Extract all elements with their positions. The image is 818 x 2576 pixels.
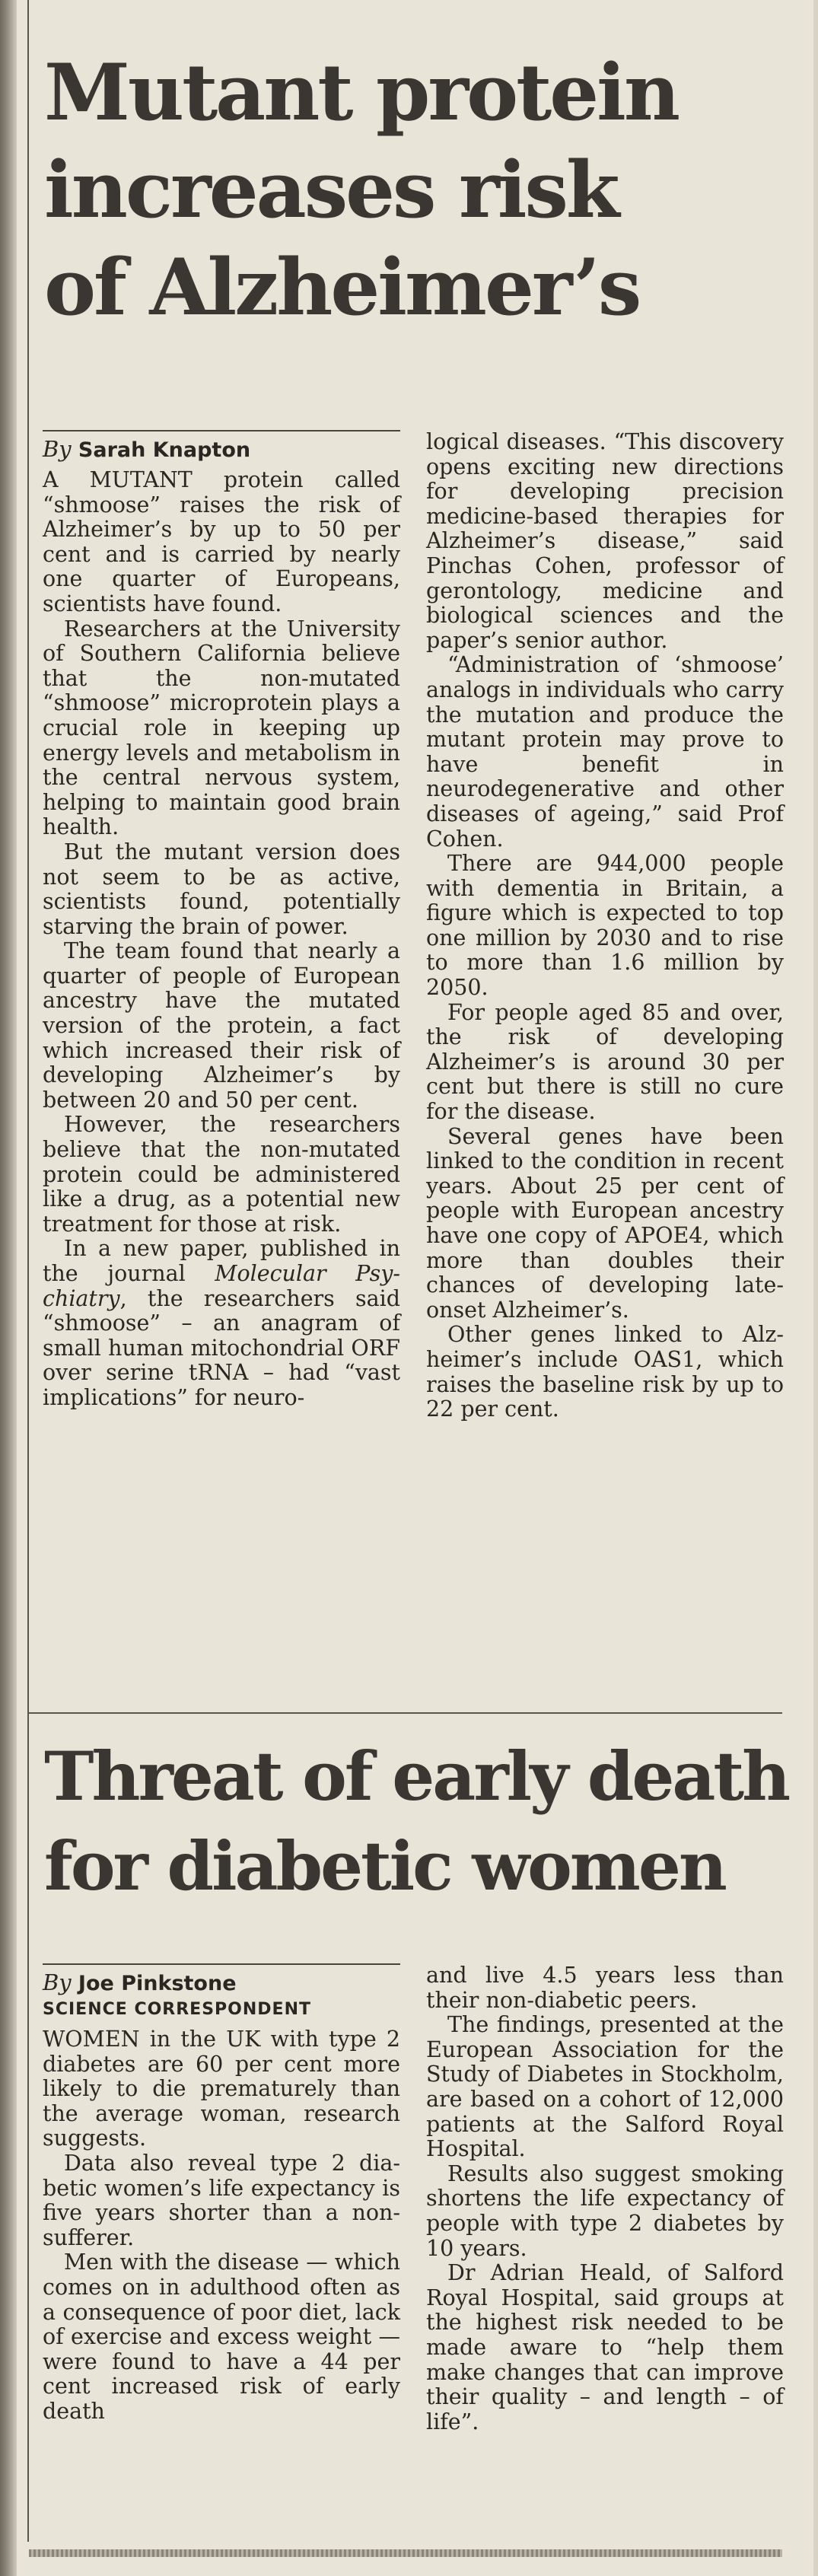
column-rule bbox=[27, 0, 29, 2542]
paragraph: A MUTANT protein called “shmoose” raises the risk of Alzheimer’s by up to 50 per cent and is carried by nearly one quarter of Europeans, scientists have found. bbox=[43, 467, 400, 616]
article-divider bbox=[29, 1712, 782, 1714]
paragraph: and live 4.5 years less than their non-diabetic peers. bbox=[426, 1963, 784, 2013]
byline-prefix: By bbox=[43, 1969, 72, 1995]
paragraph bbox=[43, 1237, 400, 1410]
text-run: , the researchers said “shmoose” – an anagram of small human mitochondrial ORF over serine tRNA – had “vast implications” for neuro- bbox=[43, 1285, 400, 1410]
article-2-byline bbox=[43, 1963, 400, 2023]
byline-prefix: By bbox=[43, 436, 72, 462]
article-1-byline bbox=[43, 430, 400, 463]
article-1-column-1 bbox=[43, 430, 400, 1411]
paragraph: logical diseases. “This discovery opens exciting new directions for developing precision medicine-based therapies for Alzheimer’s disease,” said Pinchas Cohen, professor of gerontology, medicine and biological sciences and the paper’s senior author. bbox=[426, 429, 784, 653]
author-name: Sarah Knapton bbox=[78, 438, 251, 462]
article-1-headline: Mutant protein increases risk of Alzheimer’s bbox=[44, 47, 679, 333]
paragraph: The findings, presented at the European Association for the Study of Diabetes in Stockholm, are based on a cohort of 12,000 patients at the Salford Royal Hospital. bbox=[426, 2012, 784, 2162]
paragraph: Results also suggest smoking shortens the life expectancy of people with type 2 diabetes by 10 years. bbox=[426, 2160, 784, 2261]
article-2-headline: Threat of early death for diabetic women bbox=[44, 1737, 789, 1906]
paragraph: Researchers at the University of Southern California believe that the non-mutated “shmoose” microprotein plays a crucial role in keeping up energy levels and metabolism in the central nervous system, helping to maintain good brain health. bbox=[43, 616, 400, 840]
paragraph: However, the researchers believe that the non-mutated protein could be administered like a drug, as a potential new treatment for those at risk. bbox=[43, 1112, 400, 1237]
author-role: SCIENCE CORRESPONDENT bbox=[43, 2000, 311, 2019]
bottom-border bbox=[29, 2549, 782, 2557]
paragraph: Dr Adrian Heald, of Salford Royal Hospital, said groups at the highest risk needed to be made aware to “help them make changes that can improve their quality – and length – of life”. bbox=[426, 2260, 784, 2434]
paragraph: But the mutant version does not seem to be as active, scientists found, potentially starving the brain of power. bbox=[43, 839, 400, 939]
author-name: Joe Pinkstone bbox=[78, 1972, 237, 1995]
text-run: In a new paper, published in the journal bbox=[43, 1236, 400, 1286]
article-2-column-2 bbox=[426, 1963, 784, 2434]
paragraph: WOMEN in the UK with type 2 diabetes are 60 per cent more likely to die prematurely than the average woman, research suggests. bbox=[43, 2027, 400, 2151]
page-edge-shadow bbox=[0, 0, 17, 2576]
paragraph: Men with the disease — which comes on in adulthood often as a consequence of poor diet, lack of exercise and excess weight — were found to have a 44 per cent increased risk of early death bbox=[43, 2250, 400, 2424]
paragraph: For people aged 85 and over, the risk of developing Alzheimer’s is around 30 per cent but there is still no cure for the disease. bbox=[426, 999, 784, 1125]
paragraph: Other genes linked to Alzheimer’s include OAS1, which raises the baseline risk by up to 22 per cent. bbox=[426, 1322, 784, 1422]
article-1-column-2 bbox=[426, 430, 784, 1422]
paragraph: Several genes have been linked to the condition in recent years. About 25 per cent of people with European ancestry have one copy of APOE4, which more than doubles their chances of developing late-onset Alzheimer’s. bbox=[426, 1123, 784, 1323]
article-2-column-1 bbox=[43, 1963, 400, 2425]
paragraph: Data also reveal type 2 diabetic women’s life expectancy is five years shorter than a non-sufferer. bbox=[43, 2150, 400, 2250]
paragraph: “Administration of ‘shmoose’ analogs in individuals who carry the mutation and produce the mutant protein may prove to have benefit in neurodegenerative and other diseases of ageing,” said Prof Cohen. bbox=[426, 652, 784, 852]
paragraph: There are 944,000 people with dementia in Britain, a figure which is expected to top one million by 2030 and to rise to more than 1.6 million by 2050. bbox=[426, 851, 784, 1001]
paragraph: The team found that nearly a quarter of people of European ancestry have the mutated version of the protein, a fact which increased their risk of developing Alzheimer’s by between 20 and 50 per cent. bbox=[43, 938, 400, 1113]
journal-title: Molecular Psychiatry bbox=[43, 1261, 400, 1311]
page-edge bbox=[813, 0, 818, 2576]
